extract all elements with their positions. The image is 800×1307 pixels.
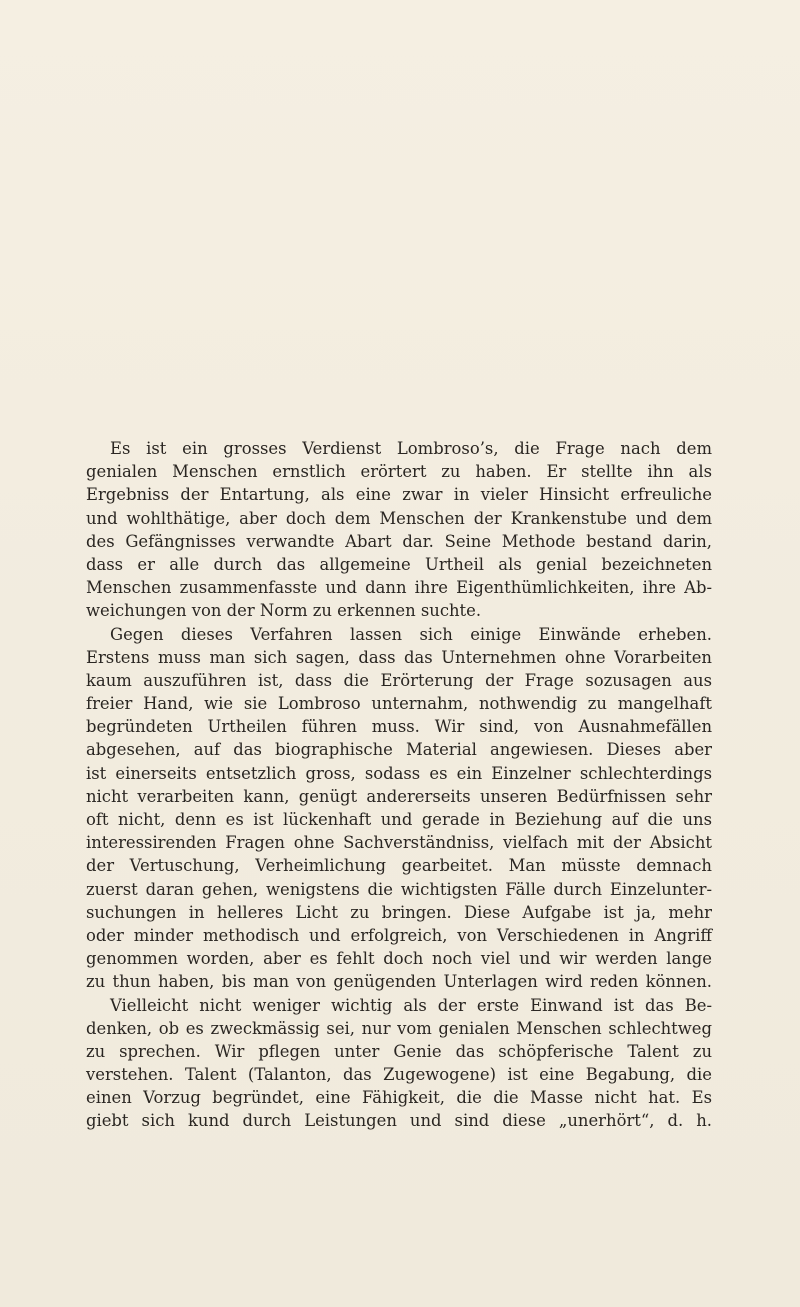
text-line: oft nicht, denn es ist lückenhaft und gerade in Beziehung auf die uns xyxy=(86,810,712,829)
text-line: suchungen in helleres Licht zu bringen. Diese Aufgabe ist ja, mehr xyxy=(86,902,712,922)
text-line: oder minder methodisch und erfolgreich, von Verschiedenen in Angriff xyxy=(86,925,712,945)
text-line: dass er alle durch das allgemeine Urtheil als genial bezeichneten xyxy=(86,554,712,574)
text-line: zu thun haben, bis man von genügenden Unterlagen wird reden können. xyxy=(86,972,712,992)
text-line: Menschen zusammenfasste und dann ihre Eigenthümlichkeiten, ihre Ab- xyxy=(86,578,712,598)
text-line: giebt sich kund durch Leistungen und sind diese „unerhört“, d. h. xyxy=(86,1111,712,1131)
text-line: der Vertuschung, Verheimlichung gearbeitet. Man müsste demnach xyxy=(86,856,712,876)
text-line: genommen worden, aber es fehlt doch noch viel und wir werden lange xyxy=(86,949,712,969)
text-line: und wohlthätige, aber doch dem Menschen der Krankenstube und dem xyxy=(86,508,712,528)
text-line: weichungen von der Norm zu erkennen suchte. xyxy=(86,601,482,621)
text-line: Es ist ein grosses Verdienst Lombroso’s, die Frage nach dem xyxy=(110,439,712,458)
text-line: abgesehen, auf das biographische Material angewiesen. Dieses aber xyxy=(86,740,712,760)
text-line: Gegen dieses Verfahren lassen sich einige Einwände erheben. xyxy=(110,624,712,644)
text-line: begründeten Urtheilen führen muss. Wir sind, von Ausnahmefällen xyxy=(86,717,712,737)
text-line: einen Vorzug begründet, eine Fähigkeit, die die Masse nicht hat. Es xyxy=(86,1088,712,1108)
text-line: kaum auszuführen ist, dass die Erörterung der Frage sozusagen aus xyxy=(86,670,712,690)
text-line: des Gefängnisses verwandte Abart dar. Seine Methode bestand darin, xyxy=(86,531,712,551)
text-line: zu sprechen. Wir pflegen unter Genie das schöpferische Talent zu xyxy=(86,1041,712,1061)
text-line: Vielleicht nicht weniger wichtig als der erste Einwand ist das Be- xyxy=(110,995,712,1015)
body-text xyxy=(86,437,712,1133)
text-line: genialen Menschen ernstlich erörtert zu haben. Er stellte ihn als xyxy=(86,462,712,482)
text-line: interessirenden Fragen ohne Sachverständniss, vielfach mit der Absicht xyxy=(86,833,712,853)
text-line: denken, ob es zweckmässig sei, nur vom genialen Menschen schlechtweg xyxy=(86,1018,712,1038)
text-line: Ergebniss der Entartung, als eine zwar in vieler Hinsicht erfreuliche xyxy=(86,485,712,505)
text-line: nicht verarbeiten kann, genügt andererseits unseren Bedürfnissen sehr xyxy=(86,786,712,806)
text-line: freier Hand, wie sie Lombroso unternahm, nothwendig zu mangelhaft xyxy=(86,694,712,714)
text-line: Erstens muss man sich sagen, dass das Unternehmen ohne Vorarbeiten xyxy=(86,647,712,667)
text-line: verstehen. Talent (Talanton, das Zugewogene) ist eine Begabung, die xyxy=(86,1065,712,1085)
text-line: ist einerseits entsetzlich gross, sodass es ein Einzelner schlechterdings xyxy=(86,763,712,783)
text-line: zuerst daran gehen, wenigstens die wichtigsten Fälle durch Einzelunter- xyxy=(86,879,712,899)
